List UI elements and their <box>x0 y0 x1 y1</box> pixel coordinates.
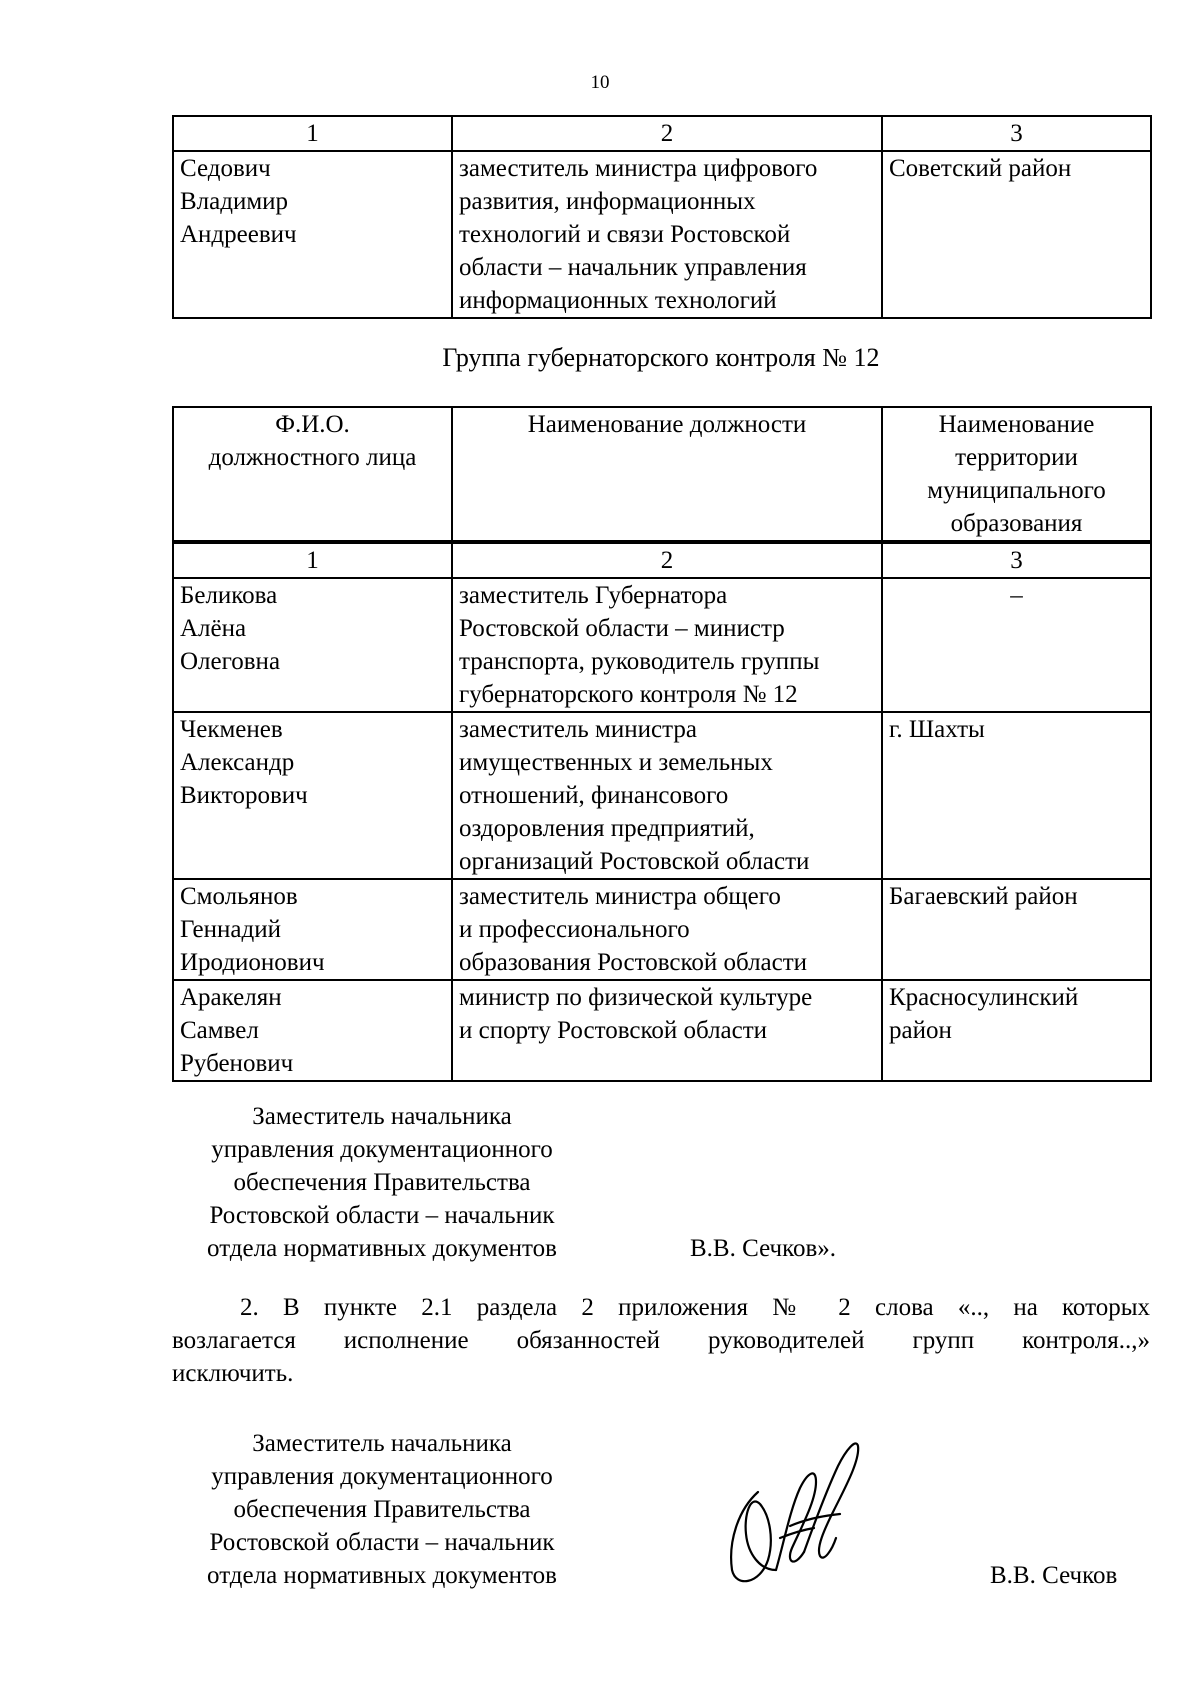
name-line: Олеговна <box>180 648 281 675</box>
paragraph-line: 2. В пункте 2.1 раздела 2 приложения № 2 слова «.., на которых <box>240 1294 1150 1321</box>
position-line: имущественных и земельных <box>459 749 773 776</box>
territory-line: г. Шахты <box>889 716 985 743</box>
name-line: Рубенович <box>180 1050 294 1077</box>
official-name-cell <box>173 980 452 1081</box>
position-line: информационных технологий <box>459 287 777 314</box>
territory-line: – <box>1010 582 1023 609</box>
official-name-cell <box>173 712 452 879</box>
name-line: Алёна <box>180 615 247 642</box>
position-line: организаций Ростовской области <box>459 848 810 875</box>
column-number-1: 1 <box>173 542 452 578</box>
signatory-title-line: управления документационного <box>211 1136 553 1163</box>
column-number-3: 3 <box>882 116 1151 151</box>
header-line: образования <box>950 510 1083 537</box>
territory-cell <box>882 980 1151 1081</box>
header-line: Ф.И.О. <box>275 411 350 438</box>
signatory-title-line: Ростовской области – начальник <box>209 1529 555 1556</box>
territory-cell <box>882 578 1151 712</box>
territory-line: Красносулинский <box>889 984 1079 1011</box>
position-cell <box>452 712 882 879</box>
table-row <box>173 879 1151 980</box>
position-line: губернаторского контроля № 12 <box>459 681 798 708</box>
handwritten-signature-icon <box>720 1430 870 1590</box>
signatory-title-line: управления документационного <box>211 1463 553 1490</box>
position-line: развития, информационных <box>459 188 756 215</box>
header-line: Наименование должности <box>527 411 807 438</box>
territory-line: Советский район <box>889 155 1072 182</box>
signatory-title-line: Заместитель начальника <box>252 1430 512 1457</box>
position-line: образования Ростовской области <box>459 949 808 976</box>
position-cell <box>452 879 882 980</box>
official-name-cell <box>173 879 452 980</box>
column-number-row <box>173 542 1151 578</box>
column-number-2: 2 <box>452 542 882 578</box>
header-name <box>173 407 452 542</box>
signatory-title-line: отдела нормативных документов <box>207 1562 557 1589</box>
header-row <box>173 407 1151 542</box>
name-line: Викторович <box>180 782 308 809</box>
position-line: области – начальник управления <box>459 254 807 281</box>
territory-cell <box>882 151 1151 318</box>
name-line: Геннадий <box>180 916 281 943</box>
signatory-title-line: обеспечения Правительства <box>233 1496 531 1523</box>
column-number-1: 1 <box>173 116 452 151</box>
position-line: Ростовской области – министр <box>459 615 785 642</box>
signatory-name-1: В.В. Сечков». <box>690 1235 837 1262</box>
header-line: территории <box>955 444 1078 471</box>
position-line: заместитель Губернатора <box>459 582 728 609</box>
position-line: заместитель министра цифрового <box>459 155 818 182</box>
header-line: должностного лица <box>208 444 417 471</box>
name-line: Седович <box>180 155 271 182</box>
signatory-title-line: Ростовской области – начальник <box>209 1202 555 1229</box>
position-line: заместитель министра <box>459 716 697 743</box>
column-number-row <box>173 116 1151 151</box>
name-line: Беликова <box>180 582 278 609</box>
name-line: Иродионович <box>180 949 325 976</box>
signatory-title-line: Заместитель начальника <box>252 1103 512 1130</box>
position-cell <box>452 980 882 1081</box>
page-number: 10 <box>590 72 610 93</box>
header-line: муниципального <box>927 477 1106 504</box>
signatory-title-line: отдела нормативных документов <box>207 1235 557 1262</box>
header-line: Наименование <box>938 411 1095 438</box>
name-line: Чекменев <box>180 716 283 743</box>
header-territory <box>882 407 1151 542</box>
paragraph-line: возлагается исполнение обязанностей руководителей групп контроля..,» <box>172 1327 1150 1354</box>
signatory-title-2 <box>172 1427 592 1592</box>
territory-line: Багаевский район <box>889 883 1078 910</box>
position-line: оздоровления предприятий, <box>459 815 755 842</box>
name-line: Смольянов <box>180 883 298 910</box>
position-line: и спорту Ростовской области <box>459 1017 768 1044</box>
territory-cell <box>882 879 1151 980</box>
position-line: и профессионального <box>459 916 690 943</box>
name-line: Владимир <box>180 188 289 215</box>
column-number-3: 3 <box>882 542 1151 578</box>
paragraph-line: исключить. <box>172 1360 294 1387</box>
official-name-cell <box>173 578 452 712</box>
table-row <box>173 712 1151 879</box>
group-12-table <box>172 406 1152 1082</box>
official-name-cell <box>173 151 452 318</box>
table-row <box>173 578 1151 712</box>
signatory-name-2: В.В. Сечков <box>990 1562 1118 1589</box>
position-line: транспорта, руководитель группы <box>459 648 820 675</box>
name-line: Аракелян <box>180 984 282 1011</box>
position-cell <box>452 578 882 712</box>
header-position <box>452 407 882 542</box>
territory-line: район <box>889 1017 952 1044</box>
position-line: отношений, финансового <box>459 782 729 809</box>
signatory-title-1 <box>172 1100 592 1265</box>
position-line: заместитель министра общего <box>459 883 781 910</box>
position-line: технологий и связи Ростовской <box>459 221 791 248</box>
territory-cell <box>882 712 1151 879</box>
name-line: Самвел <box>180 1017 259 1044</box>
name-line: Андреевич <box>180 221 297 248</box>
group-title: Группа губернаторского контроля № 12 <box>442 343 880 372</box>
name-line: Александр <box>180 749 295 776</box>
officials-table-continued <box>172 115 1152 319</box>
column-number-2: 2 <box>452 116 882 151</box>
table-row <box>173 151 1151 318</box>
signatory-title-line: обеспечения Правительства <box>233 1169 531 1196</box>
paragraph-2 <box>172 1291 1150 1390</box>
table-row <box>173 980 1151 1081</box>
position-line: министр по физической культуре <box>459 984 813 1011</box>
position-cell <box>452 151 882 318</box>
